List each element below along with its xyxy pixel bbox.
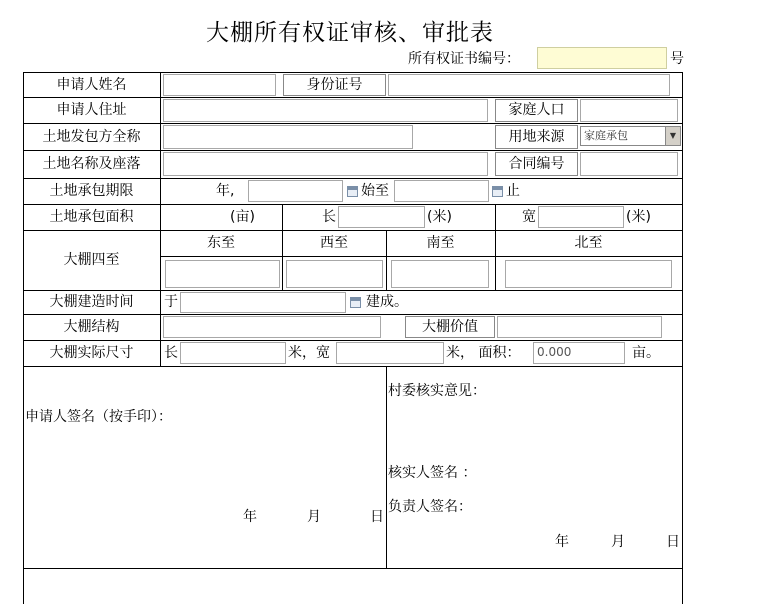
contract-no-input[interactable] <box>580 152 678 176</box>
date-day-text: 日 <box>666 534 680 550</box>
build-date-input[interactable] <box>180 292 346 313</box>
grid-line <box>23 290 683 291</box>
date-day-text: 日 <box>370 509 384 525</box>
grid-line <box>23 204 683 205</box>
calendar-icon[interactable] <box>492 186 503 197</box>
grid-line <box>23 314 683 315</box>
grid-line <box>23 150 683 151</box>
grid-line <box>160 72 161 366</box>
meter-unit-text: (米) <box>427 209 452 225</box>
contract-no-label: 合同编号 <box>508 156 565 172</box>
certificate-number-input[interactable] <box>537 47 667 69</box>
size-length-text: 长 <box>164 345 178 361</box>
calendar-icon[interactable] <box>350 297 361 308</box>
applicant-address-label: 申请人住址 <box>56 102 127 118</box>
meter-unit-text: (米) <box>626 209 651 225</box>
date-month-text: 月 <box>611 534 625 550</box>
grid-line <box>282 204 283 230</box>
contract-years-input[interactable] <box>163 180 213 202</box>
width-text: 宽 <box>522 209 536 225</box>
south-input[interactable] <box>391 260 489 288</box>
contractor-name-label: 土地发包方全称 <box>42 129 141 145</box>
land-source-selected: 家庭承包 <box>584 129 628 142</box>
grid-line <box>23 340 683 341</box>
applicant-address-input[interactable] <box>163 99 488 122</box>
calendar-icon[interactable] <box>347 186 358 197</box>
grid-line <box>23 568 683 569</box>
end-date-input[interactable] <box>394 180 489 202</box>
chevron-down-icon[interactable]: ▼ <box>665 127 680 145</box>
family-size-label: 家庭人口 <box>508 102 565 118</box>
grid-line <box>682 72 683 604</box>
west-input[interactable] <box>286 260 383 288</box>
grid-line <box>23 366 683 367</box>
grid-line <box>23 72 24 604</box>
length-input[interactable] <box>338 206 425 228</box>
village-opinion-label: 村委核实意见： <box>388 383 486 399</box>
grid-line <box>23 97 683 98</box>
actual-size-label: 大棚实际尺寸 <box>49 345 134 361</box>
build-time-label: 大棚建造时间 <box>49 294 134 310</box>
from-to-text: 始至 <box>361 183 389 199</box>
stop-text: 止 <box>506 183 520 199</box>
grid-line <box>495 204 496 230</box>
boundaries-label: 大棚四至 <box>63 252 120 268</box>
date-year-text: 年 <box>243 509 257 525</box>
contractor-name-input[interactable] <box>163 125 413 149</box>
completed-text: 建成。 <box>366 294 408 310</box>
north-input[interactable] <box>505 260 672 288</box>
land-source-label: 用地来源 <box>508 129 565 145</box>
contract-period-label: 土地承包期限 <box>49 183 134 199</box>
mu-end-text: 亩。 <box>632 345 660 361</box>
grid-line <box>23 178 683 179</box>
grid-line <box>386 366 387 568</box>
id-number-label: 身份证号 <box>306 77 363 93</box>
certificate-number-label: 所有权证书编号： <box>408 51 520 67</box>
land-location-input[interactable] <box>163 152 488 176</box>
size-area-text: 米， 面积： <box>446 345 521 361</box>
grid-line <box>160 256 683 257</box>
date-month-text: 月 <box>307 509 321 525</box>
applicant-signature-label: 申请人签名（按手印）： <box>25 409 172 425</box>
west-label: 西至 <box>320 235 348 251</box>
width-input[interactable] <box>538 206 624 228</box>
contract-area-input[interactable] <box>163 206 228 228</box>
responsible-signature-label: 负责人签名： <box>388 499 472 515</box>
size-length-input[interactable] <box>180 342 286 364</box>
verifier-signature-label: 核实人签名 ： <box>388 465 477 481</box>
applicant-name-input[interactable] <box>163 74 276 96</box>
year-text: 年, <box>216 183 235 199</box>
length-text: 长 <box>322 209 336 225</box>
grid-line <box>23 123 683 124</box>
land-location-label: 土地名称及座落 <box>42 156 141 172</box>
form-title: 大棚所有权证审核、审批表 <box>206 20 494 46</box>
area-input[interactable]: 0.000 <box>533 342 625 364</box>
value-input[interactable] <box>497 316 662 338</box>
yu-text: 于 <box>164 294 178 310</box>
size-width-input[interactable] <box>336 342 444 364</box>
north-label: 北至 <box>574 235 603 251</box>
land-source-select[interactable] <box>580 126 681 146</box>
grid-line <box>23 72 683 73</box>
value-label: 大棚价值 <box>422 319 478 335</box>
contract-area-label: 土地承包面积 <box>49 209 134 225</box>
structure-label: 大棚结构 <box>63 319 120 335</box>
grid-line <box>23 230 683 231</box>
mu-unit-text: (亩) <box>230 209 255 225</box>
east-input[interactable] <box>165 260 280 288</box>
certificate-number-suffix: 号 <box>670 51 684 67</box>
applicant-name-label: 申请人姓名 <box>56 77 127 93</box>
date-year-text: 年 <box>555 534 569 550</box>
east-label: 东至 <box>207 235 235 251</box>
size-width-text: 米，宽 <box>288 345 330 361</box>
start-date-input[interactable] <box>248 180 343 202</box>
south-label: 南至 <box>426 235 455 251</box>
family-size-input[interactable] <box>580 99 678 122</box>
id-number-input[interactable] <box>388 74 670 96</box>
structure-input[interactable] <box>163 316 381 338</box>
